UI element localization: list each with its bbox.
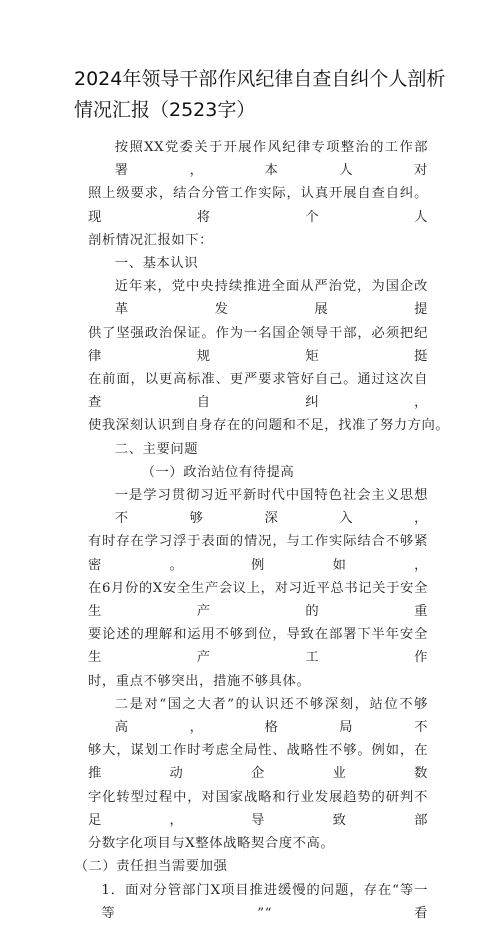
- paragraph-line: 够大，谋划工作时考虑全局性、战略性不够。例如，在推动企业数: [88, 743, 428, 782]
- paragraph-line: 1．面对分管部门X项目推进缓慢的问题，存在“等一等”“看: [101, 882, 428, 921]
- paragraph-line: 二是对“国之大者”的认识还不够深刻，站位不够高，格局不: [114, 696, 428, 736]
- paragraph-line: 一、基本认识: [114, 256, 199, 272]
- paragraph-line: 要论述的理解和运用不够到位，导致在部署下半年安全生产工作: [88, 627, 428, 666]
- paragraph-line: 二、主要问题: [114, 441, 199, 457]
- paragraph-line: 剖析情况汇报如下：: [88, 232, 214, 248]
- paragraph-line: （一）政治站位有待提高: [141, 464, 295, 480]
- paragraph-line: 一是学习贯彻习近平新时代中国特色社会主义思想不够深入，: [114, 488, 428, 527]
- paragraph-line: 按照XX党委关于开展作风纪律专项整治的工作部署，本人对: [114, 140, 428, 179]
- paragraph-line: 近年来，党中央持续推进全面从严治党，为国企改革发展提: [114, 279, 428, 318]
- paragraph-line: （二）责任担当需要加强: [74, 859, 228, 875]
- paragraph-line: 字化转型过程中，对国家战略和行业发展趋势的研判不足，导致部: [88, 789, 428, 828]
- paragraph-line: 有时存在学习浮于表面的情况，与工作实际结合不够紧密。例如，: [88, 534, 428, 573]
- paragraph-line: 供了坚强政治保证。作为一名国企领导干部，必须把纪律规矩挺: [88, 325, 428, 364]
- paragraph-line: 照上级要求，结合分管工作实际，认真开展自查自纠。现将个人: [88, 186, 428, 225]
- title-line-2: 情况汇报（2523字）: [74, 99, 256, 121]
- paragraph-line: 分数字化项目与X整体战略契合度不高。: [88, 836, 335, 852]
- document-title: [74, 64, 454, 126]
- paragraph-line: 使我深刻认识到自身存在的问题和不足，找准了努力方向。: [88, 418, 450, 434]
- paragraph-line: 时，重点不够突出，措施不够具体。: [88, 673, 311, 689]
- paragraph-line: 在6月份的X安全生产会议上，对习近平总书记关于安全生产的重: [88, 580, 428, 620]
- paragraph-line: 在前面，以更高标准、更严要求管好自己。通过这次自查自纠，: [88, 372, 428, 411]
- document-body: [74, 136, 450, 925]
- title-line-1: 2024年领导干部作风纪律自查自纠个人剖析: [74, 68, 446, 90]
